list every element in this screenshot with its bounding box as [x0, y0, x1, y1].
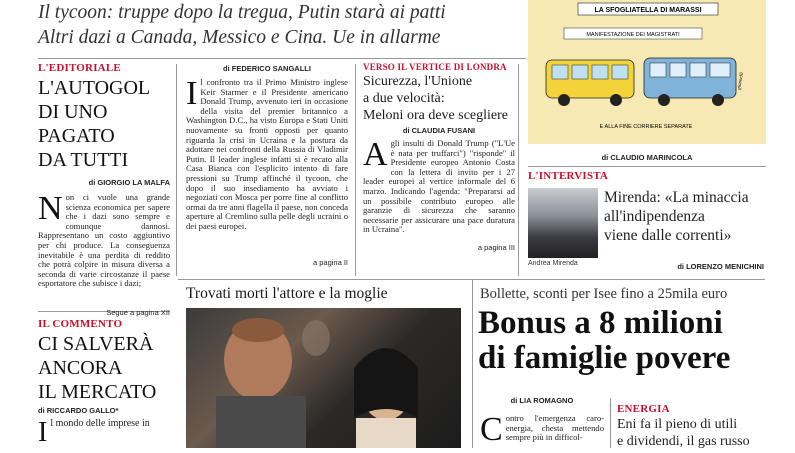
commento-title-line: ANCORA	[38, 357, 123, 379]
editoriale-body	[38, 190, 170, 307]
londra-article	[363, 62, 515, 252]
commento-title	[38, 332, 170, 404]
bonus-title-line: Bonus a 8 milioni	[478, 305, 723, 341]
mirenda-photo-caption: Andrea Mirenda	[528, 260, 578, 267]
bonus-kicker: Bollette, sconti per Isee fino a 25mila euro	[480, 286, 728, 302]
bus-blue	[644, 58, 736, 106]
energia-kicker: ENERGIA	[617, 403, 670, 415]
commento-byline: di RICCARDO GALLO*	[38, 406, 119, 415]
photo-story-title: Trovati morti l'attore e la moglie	[186, 285, 388, 302]
energia-title-line: Eni fa il pieno di utili	[617, 417, 738, 432]
intervista-byline: di LORENZO MENICHINI	[677, 262, 764, 271]
top-headline-line2: Altri dazi a Canada, Messico e Cina. Ue in allarme	[38, 27, 441, 48]
bonus-body-text: ontro l'emergenza caro-energia, chesta mettendo sempre più in difficol-	[505, 413, 604, 443]
bonus-body	[480, 411, 604, 448]
commento-dropcap: I	[38, 417, 48, 448]
top-headline	[38, 0, 508, 50]
editoriale-title-line: DI UNO PAGATO	[38, 101, 115, 147]
londra-title-line: a due velocità:	[363, 91, 445, 106]
photo-story-image	[186, 308, 461, 448]
cartoon-signature: giannelli	[737, 71, 746, 91]
bonus-dropcap: C	[480, 411, 503, 448]
commento-kicker: IL COMMENTO	[38, 318, 123, 330]
editoriale	[38, 62, 170, 317]
cartoon	[528, 0, 766, 144]
cartoon-bus-label: MANIFESTAZIONE DEI MAGISTRATI	[586, 32, 680, 38]
top-rule	[38, 58, 526, 59]
cartoon-illustration	[528, 0, 766, 144]
londra-continue[interactable]: a pagina III	[477, 243, 515, 252]
intervista-title-line: Mirenda: «La minaccia	[604, 189, 749, 206]
bus-yellow	[546, 60, 634, 106]
londra-title	[363, 73, 515, 124]
londra-body-text: gli insulti di Donald Trump ("L'Ue è nata per truffarci") "risponde" il Presidente europeo Antonio Costa con la lettera di invito per i 27 leader europei al vertice informale del 6 marzo. Indicando l'agenda: "Prepararsi ad un possibile contributo europeo alle garanzie di sicurezza che saranno necessarie per assicurare una pace duratura in Ucraina".	[363, 138, 515, 235]
photo-story-illustration	[186, 308, 461, 448]
londra-kicker: VERSO IL VERTICE DI LONDRA	[363, 62, 507, 72]
sangalli-byline: di FEDERICO SANGALLI	[223, 64, 311, 73]
sangalli-body	[186, 75, 349, 258]
londra-title-line: Sicurezza, l'Unione	[363, 74, 473, 89]
intervista-title-line: all'indipendenza	[604, 208, 705, 225]
column-divider-4	[472, 279, 473, 448]
bonus-divider	[610, 398, 611, 448]
bonus-rule	[475, 279, 765, 280]
mirenda-photo	[528, 188, 598, 258]
commento-body	[38, 417, 170, 448]
intervista-kicker: L'INTERVISTA	[528, 170, 609, 182]
editoriale-body-text: on ci vuole una grande scienza economica per sapere che i dazi sono sempre e comunque dannosi. Rappresentano un costo aggiuntivo per chi produce. La conseguenza inevitabile è una perdita di reddito che potrà colpire in misura diversa a seconda di varie circostanze il paese esportatore che subisce i dazi;	[38, 192, 170, 289]
commento	[38, 318, 170, 448]
cartoon-byline: di CLAUDIO MARINCOLA	[601, 153, 693, 162]
londra-byline: di CLAUDIA FUSANI	[402, 126, 476, 135]
column-divider-2	[355, 64, 356, 276]
energia	[617, 403, 777, 450]
sangalli-article	[186, 64, 348, 267]
column-divider-1	[176, 64, 177, 276]
energia-title-line: e dividendi, il gas russo	[617, 434, 750, 449]
commento-body-text: l mondo delle imprese in	[50, 418, 150, 429]
bonus-byline: di LIA ROMAGNO	[510, 396, 574, 405]
energia-title	[617, 416, 777, 450]
right-rule	[528, 166, 766, 167]
intervista	[528, 170, 766, 182]
mid-rule	[178, 279, 518, 280]
editoriale-title-line: L'AUTOGOL	[38, 77, 151, 99]
londra-title-line: Meloni ora deve scegliere	[363, 108, 508, 123]
column-divider-3	[518, 64, 519, 276]
cartoon-title: LA SFOGLIATELLA DI MARASSI	[594, 7, 702, 14]
intervista-title	[604, 188, 774, 245]
editoriale-continue[interactable]: Segue a pagina XII	[106, 308, 170, 317]
bonus-title-line: di famiglie povere	[478, 340, 731, 376]
londra-dropcap: A	[363, 136, 388, 173]
bonus-title	[478, 306, 770, 376]
intervista-title-line: viene dalle correnti»	[604, 227, 732, 244]
londra-body	[363, 136, 515, 243]
editoriale-dropcap: N	[38, 190, 63, 227]
editoriale-byline: di GIORGIO LA MALFA	[88, 178, 170, 187]
commento-title-line: CI SALVERÀ	[38, 333, 154, 355]
cartoon-caption: E ALLA FINE CORRIERE SEPARATE	[599, 124, 693, 130]
top-headline-line1: Il tycoon: truppe dopo la tregua, Putin starà ai patti	[38, 2, 446, 23]
commento-title-line: IL MERCATO	[38, 381, 157, 403]
editoriale-title-line: DA TUTTI	[38, 149, 129, 171]
editoriale-kicker: L'EDITORIALE	[38, 62, 121, 74]
editoriale-title	[38, 76, 170, 172]
sangalli-continue[interactable]: a pagina II	[312, 258, 348, 267]
sangalli-dropcap: I	[186, 75, 198, 112]
sangalli-body-text: l confronto tra il Primo Ministro inglese Keir Starmer e il Presidente americano Donald Trump, avvenuto ieri in occasione della visita del premier britannico a Washington D.C., ha visto Europa e Stati Uniti nuovamente su fronti opposti per quanto riguarda la crisi in Ucraina e la postura da adottare nei confronti della Russia di Vladimir Putin. Il leader inglese infatti si è recato alla Casa Bianca con l'esplicito intento di fare pressioni su Trump affinché il tycoon, che dopo il suo insediamento ha avviato i negoziati con Mosca per porre fine al conflitto ormai da tre anni flagella il paese, non conceda aperture al Cremlino sulla pelle degli ucraini o dei paesi europei.	[186, 77, 349, 231]
